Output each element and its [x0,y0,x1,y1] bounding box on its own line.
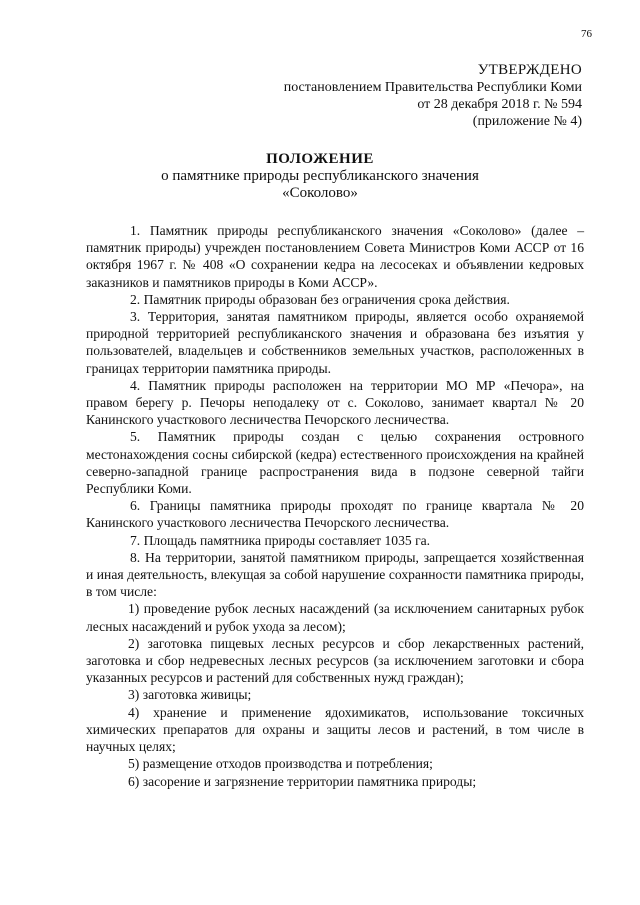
approval-line: постановлением Правительства Республики Коми [283,80,582,95]
paragraph: 6. Границы памятника природы проходят по границе квартала № 20 Канинского участкового лесничества Печорского лесничества. [86,498,584,531]
approval-block [242,62,582,130]
list-item: 4) хранение и применение ядохимикатов, использование токсичных химических препаратов для охраны и защиты лесов и растений, в том числе в научных целях; [86,704,584,755]
list-item: 1) проведение рубок лесных насаждений (за исключением санитарных рубок лесных насаждений и рубок ухода за лесом); [86,601,584,634]
paragraph: 3. Территория, занятая памятником природы, является особо охраняемой природной территорией республиканского значения и образована без изъятия у пользователей, владельцев и собственников земельных участков, расположенных в границах территории памятника природы. [86,309,584,376]
approval-heading: УТВЕРЖДЕНО [477,62,582,78]
list-item: 6) засорение и загрязнение территории памятника природы; [128,773,477,789]
paragraph: 7. Площадь памятника природы составляет 1035 га. [130,532,431,548]
title-subline: «Соколово» [282,185,358,201]
title-main: ПОЛОЖЕНИЕ [266,151,374,167]
paragraph: 5. Памятник природы создан с целью сохранения островного местонахождения сосны сибирской (кедра) естественного происхождения на крайней северно-западной границе распространения вида в подзоне северной тайги Республики Коми. [86,429,584,497]
list-item: 3) заготовка живицы; [128,687,252,703]
page-number: 76 [581,28,592,40]
approval-line: от 28 декабря 2018 г. № 594 [417,97,582,112]
paragraph: 8. На территории, занятой памятником природы, запрещается хозяйственная и иная деятельность, влекущая за собой нарушение сохранности памятника природы, в том числе: [86,549,584,600]
document-title [0,151,640,202]
paragraph: 1. Памятник природы республиканского значения «Соколово» (далее – памятник природы) учрежден постановлением Совета Министров Коми АССР от 16 октября 1967 г. № 408 «О сохранении кедра на лесосеках и объявлении кедровых заказников и памятников природы в Коми АССР». [86,223,584,290]
approval-line: (приложение № 4) [472,114,582,129]
paragraph: 4. Памятник природы расположен на территории МО МР «Печора», на правом берегу р. Печоры неподалеку от с. Соколово, занимает квартал № 20 Канинского участкового лесничества Печорского лесничества. [86,377,584,428]
title-subline: о памятнике природы республиканского значения [161,168,479,184]
list-item: 5) размещение отходов производства и потребления; [128,756,433,772]
list-item: 2) заготовка пищевых лесных ресурсов и сбор лекарственных растений, заготовка и сбор недревесных лесных ресурсов (за исключением заготовки и сбора указанных ресурсов и растений для собственных нужд граждан); [86,635,584,686]
document-body [86,222,584,790]
paragraph: 2. Памятник природы образован без ограничения срока действия. [130,291,510,307]
